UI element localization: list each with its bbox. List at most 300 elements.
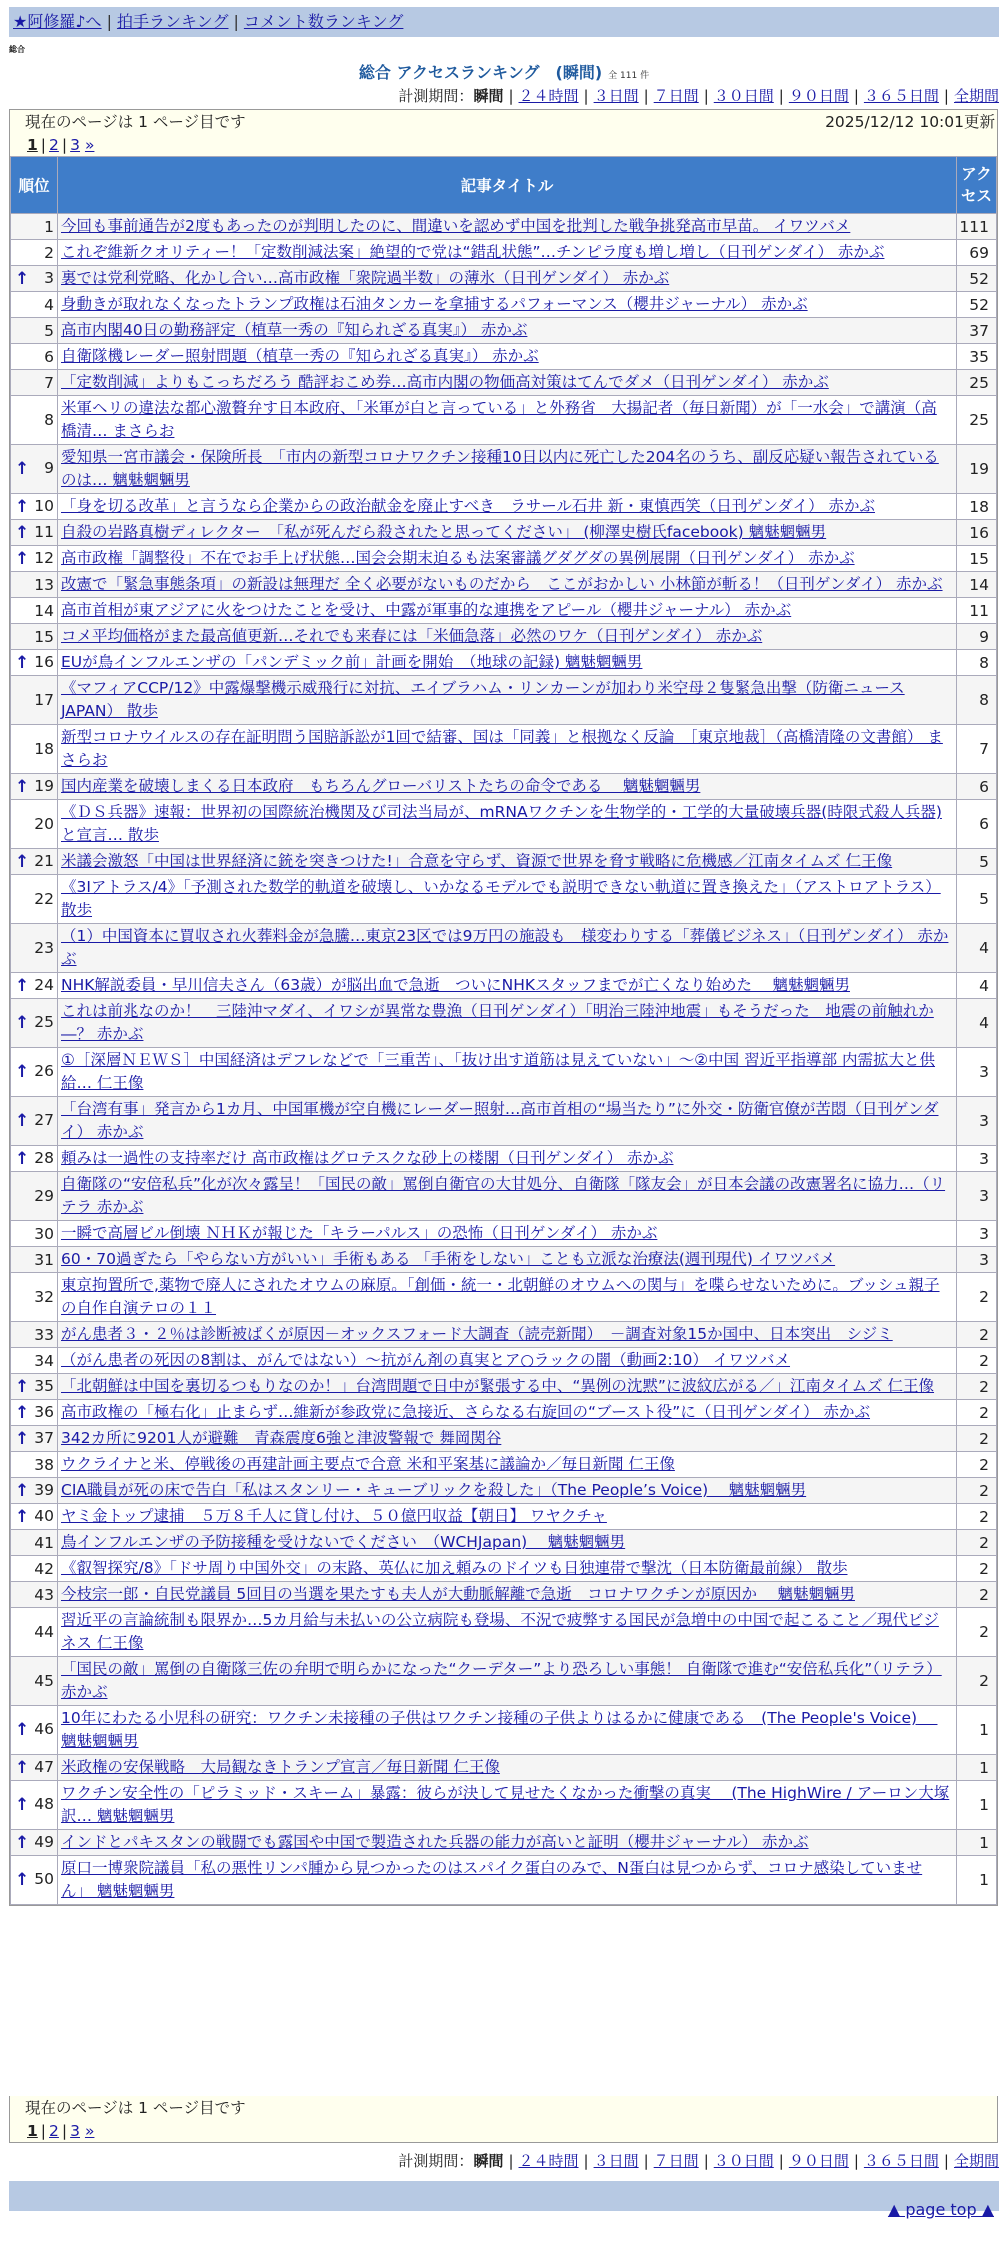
table-row	[11, 1556, 997, 1582]
page-info-bottom	[10, 2096, 997, 2120]
table-row	[11, 1657, 997, 1706]
rank-cell	[11, 598, 58, 624]
article-link[interactable]: 高市政権の「極右化」止まらず…維新が参政党に急接近、さらなる右旋回の“ブースト役”に（日刊ゲンダイ） 赤かぶ	[61, 1403, 871, 1421]
article-link[interactable]: 頼みは一過性の支持率だけ 高市政権はグロテスクな砂上の楼閣（日刊ゲンダイ） 赤かぶ	[61, 1149, 674, 1167]
title-cell	[58, 1504, 957, 1530]
title-cell	[58, 1657, 957, 1706]
pager-link[interactable]: 3	[70, 2122, 81, 2140]
rank-cell	[11, 1504, 58, 1530]
article-link[interactable]: 新型コロナウイルスの存在証明問う国賠訴訟が1回で結審、国は「同義」と根拠なく反論 ［東京地裁］（高橋清隆の文書館） まさらお	[61, 728, 943, 769]
rank-up-arrow-icon: ↑	[15, 1111, 30, 1131]
period-link[interactable]: 全期間	[953, 2152, 999, 2170]
rank-up-arrow-icon: ↑	[15, 851, 30, 872]
rank-up-arrow-icon: ↑	[15, 1870, 30, 1890]
title-cell	[58, 849, 957, 875]
rank-up-arrow-icon: ↑	[15, 1832, 30, 1853]
table-row	[11, 676, 997, 725]
article-link[interactable]: 自衛隊の“安倍私兵”化が次々露呈！「国民の敵」罵倒自衛官の大甘処分、自衛隊「隊友会」が日本会議の改憲署名に協力…（リテラ 赤かぶ	[61, 1175, 946, 1216]
title-cell	[58, 292, 957, 318]
table-row	[11, 1247, 997, 1273]
rank-cell	[11, 1097, 58, 1146]
title-cell	[58, 650, 957, 676]
title-cell	[58, 1400, 957, 1426]
rank-cell	[11, 1400, 58, 1426]
rank-number: 5	[44, 321, 54, 340]
article-link[interactable]: 自衛隊機レーダー照射問題（植草一秀の『知られざる真実』） 赤かぶ	[61, 347, 539, 365]
separator: |	[61, 2122, 68, 2140]
rank-cell	[11, 572, 58, 598]
rank-up-arrow-icon: ↑	[15, 268, 30, 289]
table-row	[11, 546, 997, 572]
rank-number: 49	[34, 1832, 54, 1851]
article-link[interactable]: これは前兆なのか！ 三陸沖マダイ、イワシが異常な豊漁（日刊ゲンダイ）「明治三陸沖地震」もそうだった 地震の前触れか―？ 赤かぶ	[61, 1002, 934, 1043]
title-cell	[58, 546, 957, 572]
rank-number: 26	[34, 1062, 54, 1080]
pager-link[interactable]: 3	[70, 136, 81, 154]
separator: |	[643, 87, 649, 105]
title-cell	[58, 999, 957, 1048]
access-count: 69	[957, 240, 997, 266]
rank-number: 16	[34, 652, 54, 671]
table-row	[11, 1452, 997, 1478]
article-link[interactable]: 60・70過ぎたら「やらない方がいい」手術もある 「手術をしない」ことも立派な治療法(週刊現代) イワツバメ	[61, 1250, 836, 1268]
access-count: 25	[957, 396, 997, 445]
article-link[interactable]: 《3Iアトラス/4》「予測された数学的軌道を破壊し、いかなるモデルでも説明できない軌道に置き換えた」（アストロアトラス） 散歩	[61, 878, 941, 919]
rank-number: 43	[34, 1585, 54, 1604]
rank-number: 47	[34, 1757, 54, 1776]
rank-number: 45	[34, 1672, 54, 1690]
table-row	[11, 774, 997, 800]
access-count: 5	[957, 875, 997, 924]
table-row	[11, 924, 997, 973]
rank-number: 27	[34, 1111, 54, 1129]
rank-cell	[11, 396, 58, 445]
separator: |	[778, 2152, 784, 2170]
rank-cell	[11, 924, 58, 973]
rank-number: 38	[34, 1455, 54, 1474]
table-row	[11, 1478, 997, 1504]
rank-number: 13	[34, 575, 54, 594]
article-link[interactable]: 改憲で「緊急事態条項」の新設は無理だ 全く必要がないものだから ここがおかしい 小林節が斬る！（日刊ゲンダイ） 赤かぶ	[61, 575, 943, 593]
period-link[interactable]: ３６５日間	[863, 2152, 939, 2170]
rank-header: 順位	[11, 157, 58, 214]
rank-number: 9	[44, 459, 54, 477]
article-link[interactable]: 裏では党利党略、化かし合い…高市政権「衆院過半数」の薄氷（日刊ゲンダイ） 赤かぶ	[61, 269, 670, 287]
article-link[interactable]: これぞ維新クオリティー！「定数削減法案」絶望的で党は“錯乱状態”…チンピラ度も増し増し（日刊ゲンダイ） 赤かぶ	[61, 243, 885, 261]
table-row	[11, 240, 997, 266]
table-row	[11, 494, 997, 520]
table-row	[11, 849, 997, 875]
table-row	[11, 725, 997, 774]
article-link[interactable]: 自殺の岩路真樹ディレクター 「私が死んだら殺されたと思ってください」 (柳澤史樹氏facebook) 魑魅魍魎男	[61, 523, 827, 541]
article-link[interactable]: 10年にわたる小児科の研究：ワクチン未接種の子供はワクチン接種の子供よりはるかに健康である (The People's Voice) 魑魅魍魎男	[61, 1709, 938, 1750]
rank-number: 6	[44, 347, 54, 366]
access-count: 2	[957, 1608, 997, 1657]
article-link[interactable]: 米軍ヘリの違法な都心激贅弁す日本政府、「米軍が白と言っている」と外務省 大揚記者（毎日新聞）が「一水会」で講演（高橋清… まさらお	[61, 399, 937, 440]
table-row	[11, 1608, 997, 1657]
rank-number: 11	[34, 522, 54, 541]
title-cell	[58, 266, 957, 292]
article-link[interactable]: がん患者３・２％は診断被ばくが原因－オックスフォード大調査（読売新聞） －調査対象15か国中、日本突出 シジミ	[61, 1325, 893, 1343]
period-link[interactable]: 全期間	[953, 87, 999, 105]
access-count: 111	[957, 214, 997, 240]
title-cell	[58, 676, 957, 725]
separator: |	[703, 87, 709, 105]
title-cell	[58, 445, 957, 494]
rank-number: 31	[34, 1250, 54, 1269]
rank-cell	[11, 999, 58, 1048]
title-cell	[58, 875, 957, 924]
table-row	[11, 973, 997, 999]
separator: |	[508, 2152, 514, 2170]
access-count: 1	[957, 1706, 997, 1755]
period-link[interactable]: ２４時間	[518, 2152, 579, 2170]
rank-up-arrow-icon: ↑	[15, 1506, 30, 1527]
access-count: 2	[957, 1322, 997, 1348]
separator: |	[943, 87, 949, 105]
pager-current: 1	[27, 136, 38, 154]
separator: |	[703, 2152, 709, 2170]
rank-up-arrow-icon: ↑	[15, 1795, 30, 1815]
title-cell	[58, 240, 957, 266]
access-count: 11	[957, 598, 997, 624]
table-row	[11, 266, 997, 292]
rank-number: 30	[34, 1224, 54, 1243]
rank-cell	[11, 676, 58, 725]
article-link[interactable]: 米政権の安保戦略 大局観なきトランプ宣言／毎日新聞 仁王像	[61, 1758, 500, 1776]
access-count: 2	[957, 1426, 997, 1452]
article-link[interactable]: 「身を切る改革」と言うなら企業からの政治献金を廃止すべき ラサール石井 新・東慎西笑（日刊ゲンダイ） 赤かぶ	[61, 497, 875, 515]
title-cell	[58, 1755, 957, 1781]
rank-number: 32	[34, 1288, 54, 1306]
article-link[interactable]: 今回も事前通告が2度もあったのが判明したのに、間違いを認めず中国を批判した戦争挑発高市早苗。 イワツバメ	[61, 217, 851, 235]
article-link[interactable]: 愛知県一宮市議会・保険所長 「市内の新型コロナワクチン接種10日以内に死亡した204名のうち、副反応疑い報告されているのは… 魑魅魍魎男	[61, 448, 939, 489]
period-label: 計測期間：	[398, 2152, 474, 2170]
access-count: 4	[957, 973, 997, 999]
table-row	[11, 1426, 997, 1452]
table-row	[11, 1856, 997, 1905]
article-link[interactable]: 今枝宗一郎・自民党議員 5回目の当選を果たすも夫人が大動脈解離で急逝 コロナワクチンが原因か 魑魅魍魎男	[61, 1585, 855, 1603]
rank-up-arrow-icon: ↑	[15, 652, 30, 673]
article-link[interactable]: 米議会激怒「中国は世界経済に銃を突きつけた!」合意を守らず、資源で世界を脅す戦略に危機感／江南タイムズ 仁王像	[61, 852, 893, 870]
title-cell	[58, 520, 957, 546]
rank-up-arrow-icon: ↑	[15, 459, 30, 479]
rank-up-arrow-icon: ↑	[15, 1148, 30, 1169]
rank-up-arrow-icon: ↑	[15, 1720, 30, 1740]
article-link[interactable]: 東京拘置所で,薬物で廃人にされたオウムの麻原。「創価・統一・北朝鮮のオウムへの関与」を喋らせないために。ブッシュ親子の自作自演テロの１１	[61, 1276, 940, 1317]
comment-ranking-link[interactable]: コメント数ランキング	[243, 12, 404, 31]
table-row	[11, 1504, 997, 1530]
rank-number: 21	[34, 851, 54, 870]
access-header: アクセス	[957, 157, 997, 214]
clap-ranking-link[interactable]: 拍手ランキング	[116, 12, 229, 31]
table-row	[11, 520, 997, 546]
period-link[interactable]: ３０日間	[713, 2152, 774, 2170]
rank-number: 28	[34, 1148, 54, 1167]
article-link[interactable]: インドとパキスタンの戦闘でも露国や中国で製造された兵器の能力が高いと証明（櫻井ジャーナル） 赤かぶ	[61, 1833, 809, 1851]
period-link[interactable]: ３６５日間	[863, 87, 939, 105]
access-count: 3	[957, 1247, 997, 1273]
rank-number: 8	[44, 411, 54, 429]
article-link[interactable]: NHK解説委員・早川信夫さん（63歳）が脳出血で急逝 ついにNHKスタッフまでが亡くなり始めた 魑魅魍魎男	[61, 976, 850, 994]
article-link[interactable]: 国内産業を破壊しまくる日本政府 もちろんグローバリストたちの命令である 魑魅魍魎男	[61, 777, 701, 795]
table-row	[11, 292, 997, 318]
table-row	[11, 1400, 997, 1426]
title-cell	[58, 1048, 957, 1097]
rank-number: 14	[34, 601, 54, 620]
ranking-table	[10, 156, 997, 1905]
article-link[interactable]: 《ＤＳ兵器》速報：世界初の国際統治機関及び司法当局が、mRNAワクチンを生物学的・工学的大量破壊兵器(時限式殺人兵器)と宣言… 散歩	[61, 803, 942, 844]
title-cell	[58, 1221, 957, 1247]
page-info	[10, 110, 997, 134]
separator: |	[778, 87, 784, 105]
rank-up-arrow-icon: ↑	[15, 548, 30, 569]
rank-cell	[11, 240, 58, 266]
table-row	[11, 1221, 997, 1247]
article-link[interactable]: ワクチン安全性の「ピラミッド・スキーム」暴露：彼らが決して見せたくなかった衝撃の真実 (The HighWire / アーロン大塚訳… 魑魅魍魎男	[61, 1784, 950, 1825]
separator: |	[508, 87, 514, 105]
article-link[interactable]: 高市内閣40日の勤務評定（植草一秀の『知られざる真実』） 赤かぶ	[61, 321, 528, 339]
period-link[interactable]: ７日間	[653, 2152, 699, 2170]
current-page-text-bottom: 現在のページは 1 ページ目です	[25, 2099, 246, 2117]
pager-link[interactable]: »	[84, 2122, 95, 2140]
rank-up-arrow-icon: ↑	[15, 975, 30, 996]
title-cell	[58, 1452, 957, 1478]
rank-number: 40	[34, 1506, 54, 1525]
rank-cell	[11, 1247, 58, 1273]
title-cell	[58, 214, 957, 240]
article-link[interactable]: 「北朝鮮は中国を裏切るつもりなのか！」台湾問題で日中が緊張する中、“異例の沈黙”に波紋広がる／」江南タイムズ 仁王像	[61, 1377, 935, 1395]
rank-cell	[11, 1556, 58, 1582]
rank-cell	[11, 774, 58, 800]
article-link[interactable]: 342カ所に9201人が避難 青森震度6強と津波警報で 舞岡関谷	[61, 1429, 502, 1447]
access-count: 7	[957, 725, 997, 774]
pager-link[interactable]: 2	[49, 2122, 59, 2140]
rank-cell	[11, 1426, 58, 1452]
article-link[interactable]: 一瞬で高層ビル倒壊 ＮＨＫが報じた「キラーパルス」の恐怖（日刊ゲンダイ） 赤かぶ	[61, 1224, 658, 1242]
pager-link[interactable]: »	[84, 136, 95, 154]
access-count: 52	[957, 266, 997, 292]
rank-number: 3	[44, 268, 54, 287]
page-top-link[interactable]: ▲ page top ▲	[887, 2200, 994, 2219]
rank-up-arrow-icon: ↑	[15, 776, 30, 797]
rank-number: 2	[44, 243, 54, 262]
access-count: 3	[957, 1146, 997, 1172]
period-current: 瞬間	[473, 87, 504, 105]
period-link[interactable]: ９０日間	[788, 2152, 849, 2170]
rank-number: 10	[34, 496, 54, 515]
rank-number: 22	[34, 890, 54, 908]
rank-cell	[11, 875, 58, 924]
separator: |	[643, 2152, 649, 2170]
table-row	[11, 875, 997, 924]
access-count: 8	[957, 676, 997, 725]
access-count: 4	[957, 999, 997, 1048]
title-cell	[58, 1247, 957, 1273]
title-cell	[58, 494, 957, 520]
rank-number: 29	[34, 1187, 54, 1205]
period-link[interactable]: ９０日間	[788, 87, 849, 105]
access-count: 19	[957, 445, 997, 494]
rank-number: 19	[34, 776, 54, 795]
article-link[interactable]: 「台湾有事」発言から1カ月、中国軍機が空自機にレーダー照射…高市首相の“場当たり”に外交・防衛官僚が苦悶（日刊ゲンダイ） 赤かぶ	[61, 1100, 939, 1141]
article-link[interactable]: 《叡智探究/8》「ドサ周り中国外交」の末路、英仏に加え頼みのドイツも日独連帯で撃沈（日本防衛最前線） 散歩	[61, 1559, 848, 1577]
title-cell	[58, 1478, 957, 1504]
period-label: 計測期間：	[398, 87, 474, 105]
access-count: 4	[957, 924, 997, 973]
access-count: 2	[957, 1452, 997, 1478]
page-title	[0, 60, 1008, 83]
rank-up-arrow-icon: ↑	[15, 1480, 30, 1501]
title-cell	[58, 624, 957, 650]
rank-cell	[11, 318, 58, 344]
article-link[interactable]: 原口一博衆院議員「私の悪性リンパ腫から見つかったのはスパイク蛋白のみで、N蛋白は見つからず、コロナ感染していません」 魑魅魍魎男	[61, 1859, 923, 1900]
table-row	[11, 999, 997, 1048]
separator: |	[61, 136, 68, 154]
rank-cell	[11, 849, 58, 875]
pager-bottom	[10, 2120, 997, 2142]
article-link[interactable]: （1）中国資本に買収され火葬料金が急騰…東京23区では9万円の施設も 様変わりする「葬儀ビジネス」（日刊ゲンダイ） 赤かぶ	[61, 927, 949, 968]
article-link[interactable]: 高市首相が東アジアに火をつけたことを受け、中露が軍事的な連携をアピール（櫻井ジャーナル） 赤かぶ	[61, 601, 792, 619]
table-row	[11, 1348, 997, 1374]
title-cell	[58, 1856, 957, 1905]
rank-number: 25	[34, 1013, 54, 1031]
period-selector-top	[398, 85, 999, 106]
access-count: 1	[957, 1755, 997, 1781]
title-cell	[58, 1348, 957, 1374]
table-row	[11, 624, 997, 650]
rank-up-arrow-icon: ↑	[15, 1013, 30, 1033]
rank-number: 46	[34, 1720, 54, 1738]
rank-cell	[11, 1830, 58, 1856]
rank-up-arrow-icon: ↑	[15, 496, 30, 517]
access-count: 2	[957, 1400, 997, 1426]
article-link[interactable]: EUが鳥インフルエンザの「パンデミック前」計画を開始 （地球の記録) 魑魅魍魎男	[61, 653, 643, 671]
access-count: 52	[957, 292, 997, 318]
rank-number: 20	[34, 815, 54, 833]
rank-number: 17	[34, 691, 54, 709]
rank-up-arrow-icon: ↑	[15, 1062, 30, 1082]
rank-cell	[11, 1374, 58, 1400]
rank-cell	[11, 1221, 58, 1247]
separator: |	[40, 136, 47, 154]
article-link[interactable]: 鳥インフルエンザの予防接種を受けないでください （WCHJapan) 魑魅魍魎男	[61, 1533, 626, 1551]
title-cell	[58, 973, 957, 999]
access-count: 2	[957, 1478, 997, 1504]
article-link[interactable]: ヤミ金トップ逮捕 ５万８千人に貸し付け、５０億円収益【朝日】 ワヤクチャ	[61, 1507, 607, 1525]
article-link[interactable]: 《マフィアCCP/12》中露爆撃機示威飛行に対抗、エイブラハム・リンカーンが加わり米空母２隻緊急出撃（防衛ニュースJAPAN） 散歩	[61, 679, 905, 720]
table-row	[11, 318, 997, 344]
access-count: 3	[957, 1097, 997, 1146]
rank-number: 33	[34, 1325, 54, 1344]
rank-cell	[11, 1048, 58, 1097]
rank-cell	[11, 494, 58, 520]
article-link[interactable]: 「国民の敵」罵倒の自衛隊三佐の弁明で明らかになった“クーデター”より恐ろしい事態！ 自衛隊で進む“安倍私兵化”（リテラ） 赤かぶ	[61, 1660, 942, 1701]
rank-cell	[11, 800, 58, 849]
title-cell	[58, 1608, 957, 1657]
ranking-box	[9, 109, 998, 1906]
pager-link[interactable]: 2	[49, 136, 59, 154]
rank-number: 39	[34, 1480, 54, 1499]
period-link[interactable]: ２４時間	[518, 87, 579, 105]
bottom-bar	[9, 2181, 999, 2211]
article-link[interactable]: 身動きが取れなくなったトランプ政権は石油タンカーを拿捕するパフォーマンス（櫻井ジャーナル） 赤かぶ	[61, 295, 808, 313]
rank-cell	[11, 1172, 58, 1221]
title-cell	[58, 1706, 957, 1755]
home-link[interactable]: ★阿修羅♪へ	[13, 12, 102, 31]
table-row	[11, 1146, 997, 1172]
table-row	[11, 1781, 997, 1830]
rank-cell	[11, 1856, 58, 1905]
period-link[interactable]: ７日間	[653, 87, 699, 105]
rank-cell	[11, 650, 58, 676]
article-link[interactable]: CIA職員が死の床で告白「私はスタンリー・キューブリックを殺した」（The People’s Voice) 魑魅魍魎男	[61, 1481, 807, 1499]
title-header: 記事タイトル	[58, 157, 957, 214]
title-cell	[58, 1172, 957, 1221]
rank-number: 35	[34, 1376, 54, 1395]
period-link[interactable]: ３日間	[593, 87, 639, 105]
access-count: 2	[957, 1657, 997, 1706]
rank-cell	[11, 546, 58, 572]
updated-time: 2025/12/12 10:01更新	[825, 113, 995, 131]
article-link[interactable]: ①［深層ＮＥＷＳ］中国経済はデフレなどで「三重苦」、「抜け出す道筋は見えていない」～②中国 習近平指導部 内需拡大と供給… 仁王像	[61, 1051, 936, 1092]
rank-cell	[11, 1146, 58, 1172]
article-link[interactable]: ウクライナと米、停戦後の再建計画主要点で合意 米和平案基に議論か／毎日新聞 仁王像	[61, 1455, 675, 1473]
title-cell	[58, 1556, 957, 1582]
access-count: 2	[957, 1273, 997, 1322]
access-count: 6	[957, 800, 997, 849]
table-row	[11, 1322, 997, 1348]
access-count: 37	[957, 318, 997, 344]
separator: |	[853, 87, 859, 105]
table-row	[11, 1755, 997, 1781]
table-row	[11, 1097, 997, 1146]
rank-number: 18	[34, 740, 54, 758]
access-count: 3	[957, 1172, 997, 1221]
title-cell	[58, 725, 957, 774]
table-row	[11, 650, 997, 676]
rank-number: 48	[34, 1795, 54, 1813]
rank-number: 1	[44, 217, 54, 236]
period-link[interactable]: ３日間	[593, 2152, 639, 2170]
table-row	[11, 1830, 997, 1856]
access-count: 2	[957, 1530, 997, 1556]
title-cell	[58, 1146, 957, 1172]
rank-number: 23	[34, 939, 54, 957]
access-count: 35	[957, 344, 997, 370]
rank-number: 36	[34, 1402, 54, 1421]
article-link[interactable]: コメ平均価格がまた最高値更新…それでも来春には「米価急落」必然のワケ（日刊ゲンダイ） 赤かぶ	[61, 627, 763, 645]
title-cell	[58, 924, 957, 973]
rank-number: 15	[34, 627, 54, 646]
title-cell	[58, 1530, 957, 1556]
table-row	[11, 800, 997, 849]
table-row	[11, 214, 997, 240]
rank-number: 12	[34, 548, 54, 567]
title-cell	[58, 572, 957, 598]
separator: |	[583, 87, 589, 105]
separator: |	[943, 2152, 949, 2170]
article-link[interactable]: 高市政権「調整役」不在でお手上げ状態…国会会期末迫るも法案審議グダグダの異例展開（日刊ゲンダイ） 赤かぶ	[61, 549, 855, 567]
article-link[interactable]: 「定数削減」よりもこっちだろう 酷評おこめ券…高市内閣の物価高対策はてんでダメ（日刊ゲンダイ） 赤かぶ	[61, 373, 829, 391]
article-link[interactable]: （がん患者の死因の8割は、がんではない）～抗がん剤の真実とア○ラックの闇（動画2:10） イワツバメ	[61, 1351, 791, 1369]
table-row	[11, 1048, 997, 1097]
article-link[interactable]: 習近平の言論統制も限界か…5カ月給与未払いの公立病院も登場、不況で疲弊する国民が急増中の中国で起こること／現代ビジネス 仁王像	[61, 1611, 939, 1652]
period-link[interactable]: ３０日間	[713, 87, 774, 105]
title-cell	[58, 1781, 957, 1830]
rank-number: 42	[34, 1559, 54, 1578]
access-count: 3	[957, 1048, 997, 1097]
